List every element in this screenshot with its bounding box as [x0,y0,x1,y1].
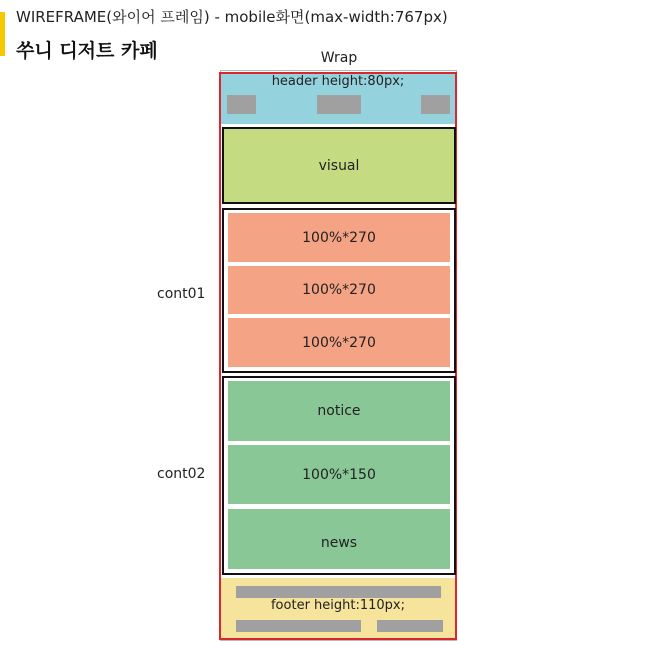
cont01-box-2-label: 100%*270 [302,282,376,298]
wrap-label: Wrap [320,50,358,66]
cont01-box-2 [228,266,450,314]
cont02-label: cont02 [157,466,206,482]
cont01-label: cont01 [157,286,206,302]
footer-top-bar-placeholder [236,586,441,598]
notice-label: notice [317,403,361,419]
cont02-middle-label: 100%*150 [302,466,376,483]
footer-left-bar-placeholder [236,620,361,632]
footer-label: footer height:110px; [270,598,405,613]
cont01-box-3-label: 100%*270 [302,334,376,351]
page-title: WIREFRAME(와이어 프레임) - mobile화면(max-width:767px) [16,8,448,26]
accent-bar [0,12,5,56]
cont02-news-box [228,509,450,569]
cont02-middle-box [228,445,450,504]
header-label: header height:80px; [271,74,405,89]
cont01-box-3 [228,318,450,367]
cont01-box-1 [228,213,450,262]
visual-label: visual [318,157,360,174]
visual-block [222,127,456,204]
cont02-notice-box [228,381,450,441]
cont01-box-1-label: 100%*270 [302,229,376,246]
section-title: 쑤니 디저트 카페 [16,40,158,62]
news-label: news [320,535,358,551]
footer-right-bar-placeholder [377,620,443,632]
header-logo-placeholder [227,95,256,114]
header-menu-placeholder [421,95,450,114]
header-title-placeholder [317,95,361,114]
